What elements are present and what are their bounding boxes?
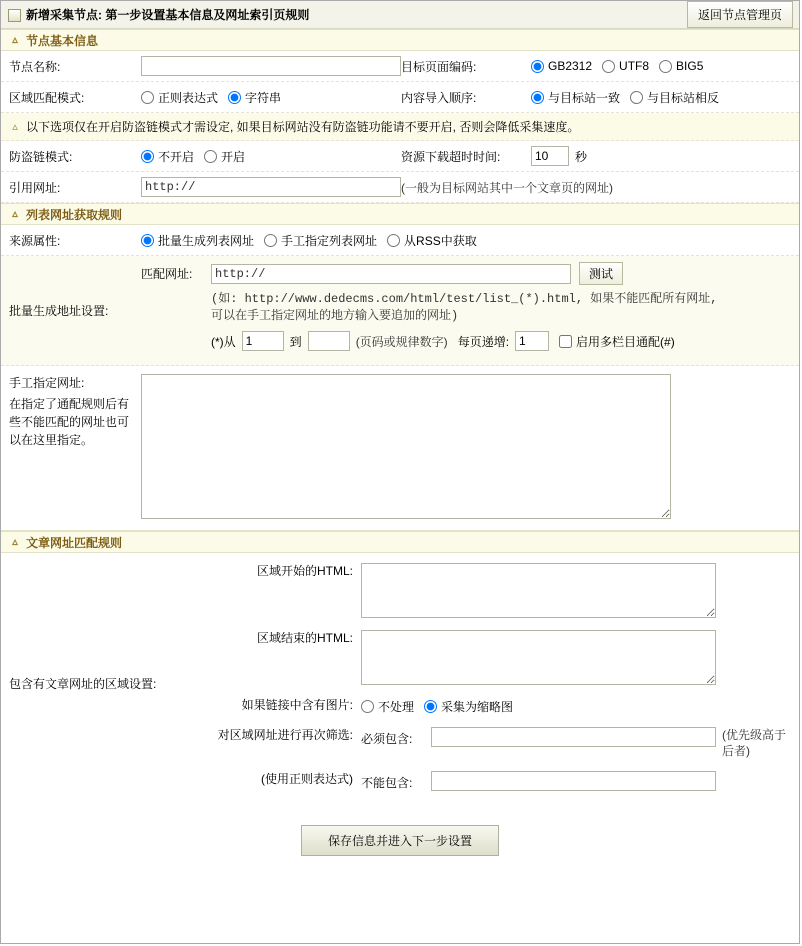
antileech-option-on[interactable]	[204, 148, 245, 165]
manual-url-label: 手工指定网址:	[9, 376, 85, 390]
antileech-label-on: 开启	[221, 149, 246, 164]
window-icon	[7, 8, 21, 22]
range-to-input[interactable]	[308, 331, 350, 351]
encoding-option-big5[interactable]	[659, 59, 703, 73]
timeout-label: 资源下载超时时间:	[401, 149, 501, 164]
image-radio-ignore[interactable]	[361, 700, 374, 713]
must-contain-input[interactable]	[431, 727, 716, 747]
notice-arrow-icon: ▵	[12, 120, 18, 133]
refer-url-hint: (一般为目标网站其中一个文章页的网址)	[401, 180, 613, 195]
import-order-option-reverse[interactable]	[630, 89, 719, 106]
page-title: 新增采集节点: 第一步设置基本信息及网址索引页规则	[26, 8, 310, 22]
image-radio-thumb[interactable]	[424, 700, 437, 713]
row-match-mode	[1, 82, 799, 113]
row-antileech	[1, 141, 799, 172]
import-order-radio-same[interactable]	[531, 91, 544, 104]
encoding-radio-gb2312[interactable]	[531, 60, 544, 73]
import-order-radio-reverse[interactable]	[630, 91, 643, 104]
antileech-notice	[1, 113, 799, 141]
encoding-option-label-utf8: UTF8	[619, 59, 650, 73]
manual-url-label-block	[1, 366, 141, 530]
match-url-label: 匹配网址:	[141, 267, 193, 281]
manual-url-textarea[interactable]	[141, 374, 671, 519]
source-option-batch[interactable]	[141, 232, 254, 249]
import-order-label-reverse: 与目标站相反	[647, 90, 720, 105]
row-must-not-contain	[201, 771, 799, 791]
source-radio-manual[interactable]	[264, 234, 277, 247]
source-label-rss: 从RSS中获取	[404, 233, 477, 248]
titlebar	[1, 1, 799, 29]
source-option-manual[interactable]	[264, 232, 377, 249]
end-html-label: 区域结束的HTML:	[256, 631, 353, 645]
match-mode-option-string[interactable]	[228, 89, 281, 106]
multicol-checkbox[interactable]	[559, 335, 572, 348]
batch-settings-label: 批量生成地址设置:	[9, 304, 109, 318]
image-handling-label: 如果链接中含有图片:	[241, 698, 353, 712]
encoding-option-utf8[interactable]	[602, 59, 649, 73]
must-contain-hint: (优先级高于后者)	[722, 728, 786, 758]
source-radio-rss[interactable]	[387, 234, 400, 247]
antileech-radio-off[interactable]	[141, 150, 154, 163]
section-header-list-url[interactable]	[1, 203, 799, 225]
match-url-input[interactable]	[211, 264, 571, 284]
timeout-input[interactable]	[531, 146, 569, 166]
row-end-html	[201, 630, 799, 685]
multicol-label: 启用多栏目通配(#)	[576, 334, 675, 349]
collapse-arrow-icon-article[interactable]: ▵	[12, 536, 18, 548]
image-option-ignore[interactable]	[361, 698, 414, 715]
node-name-input[interactable]	[141, 56, 401, 76]
page-rule-hint: (页码或规律数字)	[355, 334, 448, 349]
row-image-handling	[201, 697, 799, 715]
encoding-option-label-gb2312: GB2312	[548, 59, 593, 73]
encoding-radio-utf8[interactable]	[602, 60, 615, 73]
refer-url-label: 引用网址:	[9, 180, 61, 195]
must-not-contain-input[interactable]	[431, 771, 716, 791]
multicol-checkbox-wrap[interactable]	[559, 333, 675, 350]
import-order-label: 内容导入顺序:	[401, 90, 477, 105]
batch-match-url-line	[141, 262, 799, 285]
row-source-attribute	[1, 225, 799, 256]
row-node-name	[1, 51, 799, 82]
image-label-ignore: 不处理	[378, 700, 415, 714]
filter-label: 对区域网址进行再次筛选:	[217, 728, 353, 742]
antileech-radio-on[interactable]	[204, 150, 217, 163]
start-html-label: 区域开始的HTML:	[256, 564, 353, 578]
image-label-thumb: 采集为缩略图	[441, 700, 514, 714]
encoding-label: 目标页面编码:	[401, 59, 477, 74]
range-to-label: 到	[289, 334, 302, 349]
antileech-option-off[interactable]	[141, 148, 194, 165]
match-mode-option-regex[interactable]	[141, 89, 218, 106]
import-order-option-same[interactable]	[531, 89, 620, 106]
basic-info-form	[1, 51, 799, 203]
start-html-textarea[interactable]	[361, 563, 716, 618]
batch-url-hint: (如: http://www.dedecms.com/html/test/list_(*).html, 如果不能匹配所有网址, 可以在手工指定网址的地方输入要追加的网址)	[211, 292, 718, 323]
manual-url-block	[1, 366, 799, 531]
return-to-node-manage-button[interactable]: 返回节点管理页	[687, 1, 793, 28]
import-order-label-same: 与目标站一致	[548, 90, 621, 105]
section-title-basic-info: 节点基本信息	[26, 33, 99, 48]
source-attribute-label: 来源属性:	[9, 233, 61, 248]
collapse-arrow-icon[interactable]: ▵	[12, 34, 18, 46]
step-label: 每页递增:	[457, 334, 510, 349]
match-mode-label-string: 字符串	[245, 90, 282, 105]
end-html-textarea[interactable]	[361, 630, 716, 685]
article-region-label: 包含有文章网址的区域设置:	[9, 676, 157, 691]
collapse-arrow-icon-list[interactable]: ▵	[12, 208, 18, 220]
row-start-html	[201, 563, 799, 618]
match-mode-radio-regex[interactable]	[141, 91, 154, 104]
node-name-label: 节点名称:	[9, 59, 61, 74]
section-title-list-url: 列表网址获取规则	[26, 207, 123, 222]
filter-sub-label: (使用正则表达式)	[261, 772, 353, 786]
manual-url-desc: 在指定了通配规则后有些不能匹配的网址也可以在这里指定。	[9, 397, 130, 447]
range-from-label: (*)从	[211, 334, 236, 349]
source-option-rss[interactable]	[387, 232, 477, 249]
row-must-contain	[201, 727, 799, 759]
source-label-batch: 批量生成列表网址	[158, 233, 255, 248]
row-refer-url	[1, 172, 799, 203]
refer-url-input[interactable]	[141, 177, 401, 197]
encoding-option-label-big5: BIG5	[676, 59, 704, 73]
step-input[interactable]	[515, 331, 549, 351]
range-from-input[interactable]	[242, 331, 284, 351]
test-button[interactable]: 测试	[579, 262, 623, 285]
filter-sub-label-block	[201, 771, 361, 787]
match-mode-label-regex: 正则表达式	[158, 90, 219, 105]
timeout-unit-label: 秒	[575, 149, 588, 164]
submit-area	[1, 803, 799, 856]
source-radio-batch[interactable]	[141, 234, 154, 247]
encoding-radio-big5[interactable]	[659, 60, 672, 73]
must-not-contain-label: 不能包含:	[361, 776, 413, 790]
must-contain-label: 必须包含:	[361, 732, 413, 746]
section-title-article-match: 文章网址匹配规则	[26, 535, 123, 550]
encoding-option-gb2312[interactable]	[531, 59, 592, 73]
section-header-basic-info[interactable]	[1, 29, 799, 51]
match-mode-label: 区域匹配模式:	[9, 90, 85, 105]
save-and-next-button[interactable]: 保存信息并进入下一步设置	[301, 825, 499, 856]
batch-url-settings	[1, 256, 799, 366]
section-header-article-match[interactable]	[1, 531, 799, 553]
filter-label-block	[201, 727, 361, 743]
match-mode-radio-string[interactable]	[228, 91, 241, 104]
antileech-label-off: 不开启	[158, 149, 195, 164]
source-label-manual: 手工指定列表网址	[281, 233, 378, 248]
antileech-label: 防盗链模式:	[9, 149, 73, 164]
antileech-notice-text: 以下选项仅在开启防盗链模式才需设定, 如果目标网站没有防盗链功能请不要开启, 否则会降低采集速度。	[26, 120, 580, 134]
article-match-form	[1, 553, 799, 803]
batch-range-line	[211, 331, 799, 351]
image-option-thumb[interactable]	[424, 698, 513, 715]
